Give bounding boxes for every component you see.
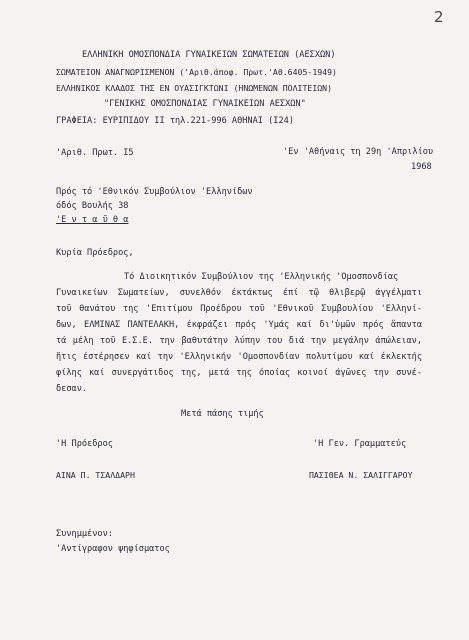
- signature-left-name: ΑΙΝΑ Π. ΤΣΑΛΔΑΡΗ: [56, 470, 135, 480]
- letter-year: 1968: [411, 162, 432, 172]
- header-org-name: ΕΛΛΗΝΙΚΗ ΟΜΟΣΠΟΝΔΙΑ ΓΥΝΑΙΚΕΙΩΝ ΣΩΜΑΤΕΙΩΝ (ΑΕΣΧΩΝ): [82, 50, 336, 60]
- body-line: τά μέλη τοῦ Ε.Σ.Ε. την βαθυτάτην λύπην του διά την μεγάλην άπώλειαν,: [56, 336, 422, 346]
- body-line: ἥτις έστέρησεν καί την 'Ελληνικήν 'Ομοσπονδίαν πολυτίμου καί έκλεκτής: [56, 352, 422, 362]
- body-line: δων, ΕΛΜΙΝΑΣ ΠΑΝΤΕΛΑΚΗ, έκφράζει πρός 'Υμάς καί δι'ὑμῶν πρός ἅπαντα: [56, 320, 422, 330]
- protocol-number: 'Αριθ. Πρωτ. Ι5: [56, 148, 134, 158]
- closing: Μετά πάσης τιμής: [181, 409, 264, 419]
- recipient-city: 'Ε ν τ α ῦ θ α: [56, 215, 129, 225]
- salutation: Κυρία Πρόεδρος,: [56, 248, 134, 258]
- letter-date: 'Εν 'Αθήναις τη 29η 'Απριλίου: [283, 147, 434, 157]
- recipient-street: όδός Βουλής 38: [56, 201, 129, 211]
- body-line: τοῦ θανάτου της 'Επιτίμου Προέδρου τοῦ 'Εθνικοῦ Συμβουλίου 'Ελληνί-: [56, 304, 422, 314]
- enclosure-label: Συνημμένον:: [56, 529, 113, 539]
- header-branch: ΕΛΛΗΝΙΚΟΣ ΚΛΑΔΟΣ ΤΗΣ ΕΝ ΟΥΑΣΙΓΚΤΩΝΙ (ΗΝΩΜΕΝΩΝ ΠΟΛΙΤΕΙΩΝ): [56, 83, 333, 93]
- page-number: 2: [434, 8, 444, 26]
- body-line: δεσαν.: [56, 384, 88, 394]
- signature-right-title: 'Η Γεν. Γραμματεύς: [313, 439, 407, 449]
- recipient-name: Πρός τό 'Εθνικόν Συμβούλιον 'Ελληνίδων: [56, 187, 253, 197]
- body-line: Γυναικείων Σωματείων, συνελθόν έκτάκτως έπί τῷ θλιβερῷ άγγέλματι: [56, 288, 422, 298]
- header-offices: ΓΡΑΦΕΙΑ: ΕΥΡΙΠΙΔΟΥ ΙΙ τηλ.221-996 ΑΘΗΝΑΙ (Ι24): [56, 116, 294, 126]
- signature-left-title: 'Η Πρόεδρος: [56, 439, 113, 449]
- header-general-federation: "ΓΕΝΙΚΗΣ ΟΜΟΣΠΟΝΔΙΑΣ ΓΥΝΑΙΚΕΙΩΝ ΑΕΣΧΩΝ": [104, 99, 306, 109]
- enclosure-item: 'Αντίγραφον ψηφίσματος: [56, 544, 170, 554]
- body-line: Τό Διοικητικόν Συμβούλιον της 'Ελληνικής 'Ομοσπονδίας: [124, 272, 399, 282]
- body-line: φίλης καί συνεργάτιδος της, μετά της όποίας κοινοί άγῶνες την συνέ-: [56, 368, 422, 378]
- header-recognition: ΣΩΜΑΤΕΙΟΝ ΑΝΑΓΝΩΡΙΣΜΕΝΟΝ ('Αριθ.άποφ. Πρωτ.'Αθ.6405-1949): [56, 67, 337, 77]
- signature-right-name: ΠΑΣΙΘΕΑ Ν. ΣΑΛΙΓΓΑΡΟΥ: [309, 470, 413, 480]
